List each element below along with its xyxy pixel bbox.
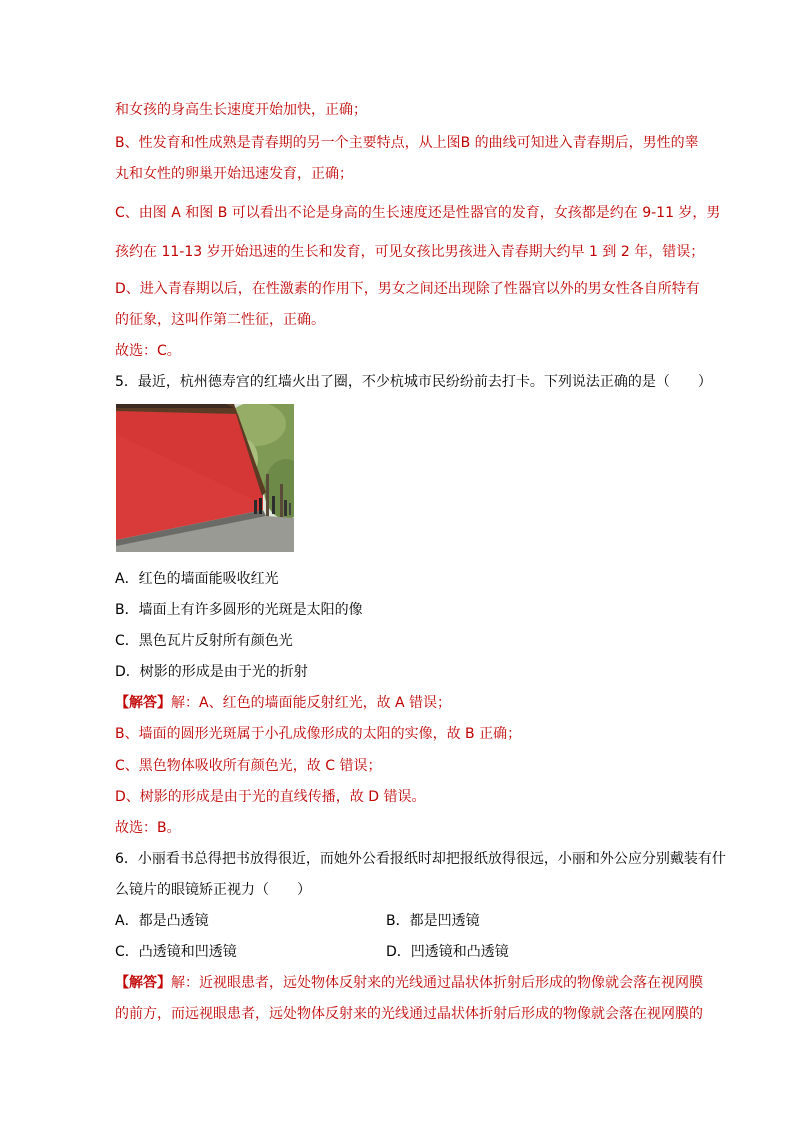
answer-line: 的前方，而远视眼患者，远处物体反射来的光线通过晶状体折射后形成的物像就会落在视网膜的 [115,1006,703,1022]
answer-line: B、墙面的圆形光斑属于小孔成像形成的太阳的实像，故 B 正确； [115,726,522,742]
answer-line: 孩约在 11-13 岁开始迅速的生长和发育，可见女孩比男孩进入青春期大约早 1 到 2 年，错误； [115,244,705,260]
answer-tag: 【解答】 [115,975,171,991]
answer-line [115,973,703,993]
option-b: B．墙面上有许多圆形的光斑是太阳的像 [115,602,363,618]
answer-line: D、树影的形成是由于光的直线传播，故 D 错误。 [115,789,426,805]
answer-line: 的征象，这叫作第二性征，正确。 [115,312,325,328]
answer-line: C、由图 A 和图 B 可以看出不论是身高的生长速度还是性器官的发育，女孩都是约在 9-11 岁，男 [115,205,721,221]
answer-choice: 故选：B。 [115,820,181,836]
answer-line: C、黑色物体吸收所有颜色光，故 C 错误； [115,758,382,774]
answer-line [115,693,451,713]
answer-line: 和女孩的身高生长速度开始加快，正确； [115,102,367,118]
red-wall-photo [116,404,294,552]
answer-line: D、进入青春期以后，在性激素的作用下，男女之间还出现除了性器官以外的男女性各自所特有 [115,281,700,297]
answer-text: 解：A、红色的墙面能反射红光，故 A 错误； [171,695,452,711]
option-d: D．树影的形成是由于光的折射 [115,664,308,680]
question-6-stem: 么镜片的眼镜矫正视力（ ） [115,882,311,898]
answer-tag: 【解答】 [115,695,171,711]
answer-line: 丸和女性的卵巢开始迅速发育，正确； [115,166,353,182]
question-5-stem: 5．最近，杭州德寿宫的红墙火出了圈，不少杭城市民纷纷前去打卡。下列说法正确的是（ ） [115,374,712,390]
option-d: D．凹透镜和凸透镜 [386,944,509,960]
answer-choice: 故选：C。 [115,343,181,359]
answer-text: 解：近视眼患者，远处物体反射来的光线通过晶状体折射后形成的物像就会落在视网膜 [171,975,703,991]
option-b: B．都是凹透镜 [386,913,480,929]
question-6-stem: 6．小丽看书总得把书放得很近，而她外公看报纸时却把报纸放得很远，小丽和外公应分别戴装有什 [115,851,726,867]
option-a: A．红色的墙面能吸收红光 [115,571,279,587]
option-c: C．黑色瓦片反射所有颜色光 [115,633,293,649]
answer-line: B、性发育和性成熟是青春期的另一个主要特点，从上图B 的曲线可知进入青春期后，男性的睾 [115,135,699,151]
option-c: C．凸透镜和凹透镜 [115,944,237,960]
option-a: A．都是凸透镜 [115,913,209,929]
